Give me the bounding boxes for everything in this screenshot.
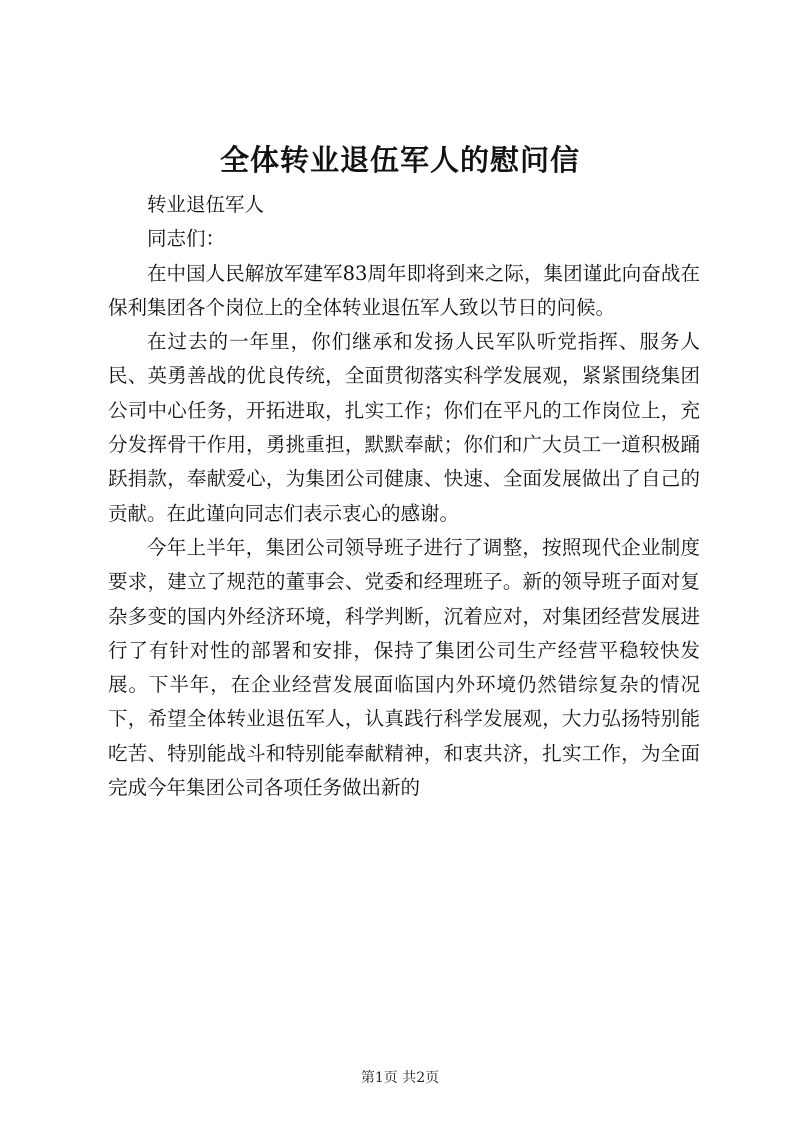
salutation-greeting: 同志们： — [147, 227, 226, 251]
paragraph-1: 在中国人民解放军建军83周年即将到来之际，集团谨此向奋战在保利集团各个岗位上的全体转业退伍军人致以节日的问候。 — [108, 261, 700, 319]
paragraph-3: 今年上半年，集团公司领导班子进行了调整，按照现代企业制度要求，建立了规范的董事会、党委和经理班子。新的领导班子面对复杂多变的国内外经济环境，科学判断，沉着应对，对集团经营发展进行了有针对性的部署和安排，保持了集团公司生产经营平稳较快发展。下半年，在企业经营发展面临国内外环境仍然错综复杂的情况下，希望全体转业退伍军人，认真践行科学发展观，大力弘扬特别能吃苦、特别能战斗和特别能奉献精神，和衷共济，扎实工作，为全面完成今年集团公司各项任务做出新的 — [108, 535, 700, 800]
paragraph-2: 在过去的一年里，你们继承和发扬人民军队听党指挥、服务人民、英勇善战的优良传统，全面贯彻落实科学发展观，紧紧围绕集团公司中心任务，开拓进取，扎实工作；你们在平凡的工作岗位上，充分发挥骨干作用，勇挑重担，默默奉献；你们和广大员工一道积极踊跃捐款，奉献爱心，为集团公司健康、快速、全面发展做出了自己的贡献。在此谨向同志们表示衷心的感谢。 — [108, 330, 700, 525]
page-number-footer: 第1页 共2页 — [360, 1070, 440, 1086]
salutation-recipient: 转业退伍军人 — [147, 193, 265, 216]
document-title: 全体转业退伍军人的慰问信 — [219, 143, 580, 177]
document-body — [108, 188, 700, 805]
